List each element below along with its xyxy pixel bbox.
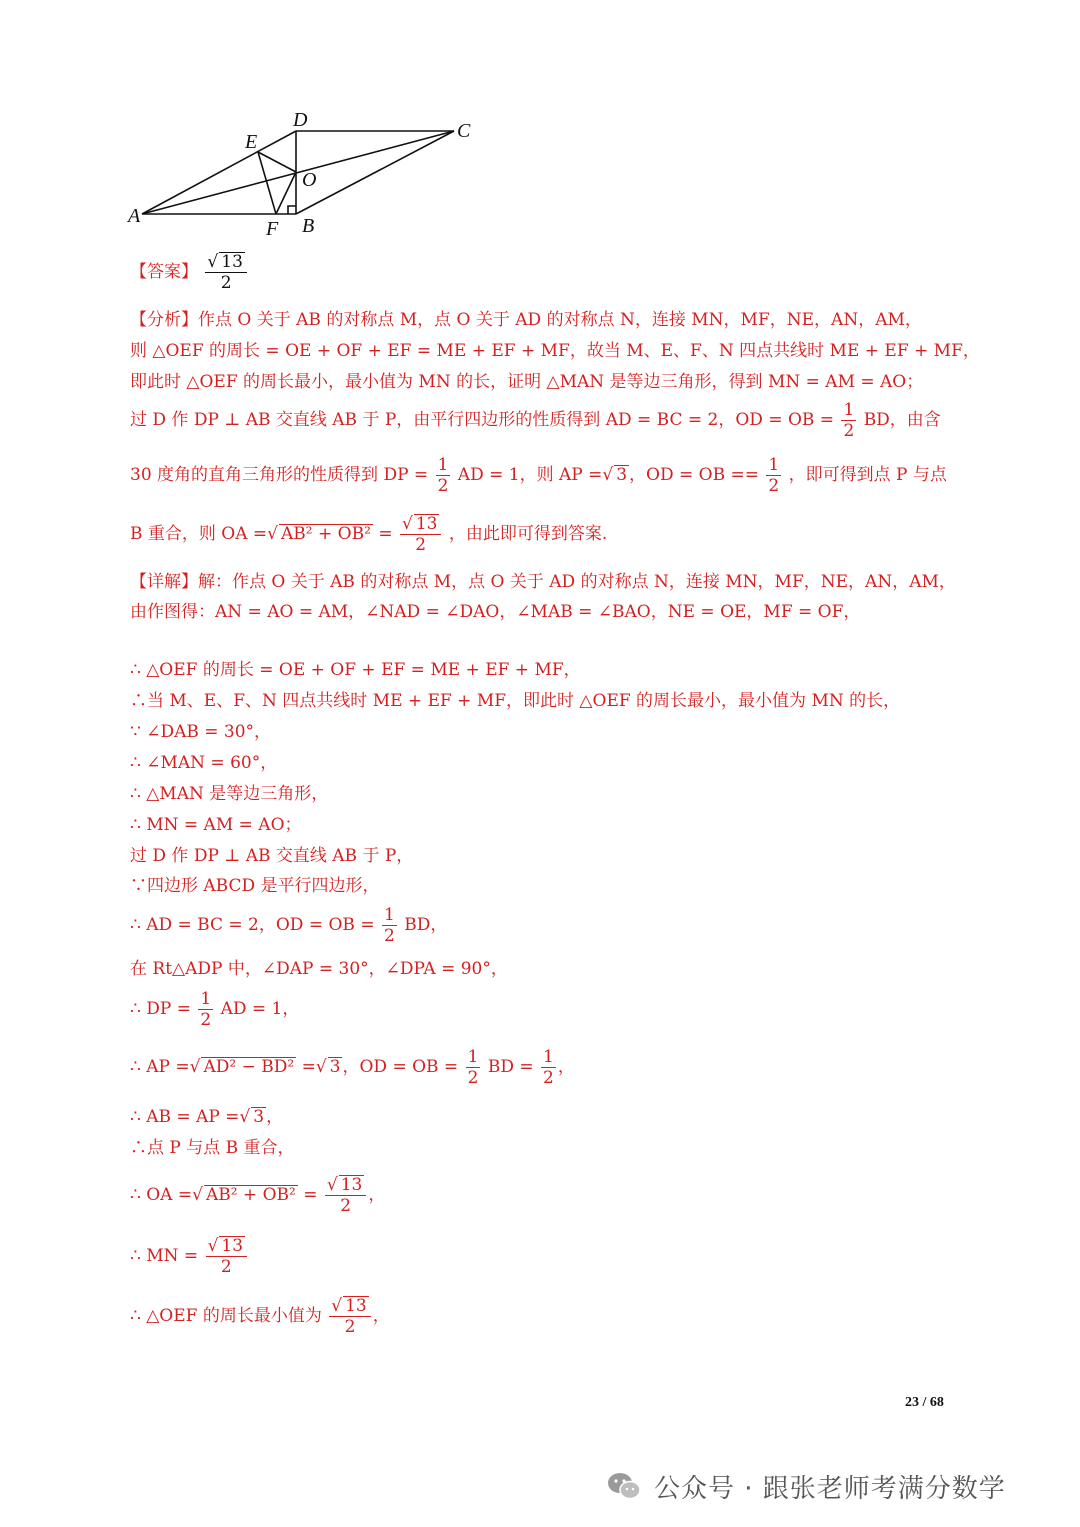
solution-line-19 <box>130 1296 390 1337</box>
solution-line-4: ∴当 M、E、F、N 四点共线时 ME + EF + MF，即此时 △OEF 的周长最小，最小值为 MN 的长， <box>130 691 901 711</box>
segment-ac <box>142 131 454 214</box>
solution-oa-fraction: $\frac{√ 13}{2}$ <box>325 1175 366 1216</box>
answer-line <box>130 252 249 293</box>
solution-text-14a: ∴ AP = <box>130 1057 190 1077</box>
solution-line-5: ∵ ∠DAB = 30°， <box>130 722 272 742</box>
solution-line-3: ∴ △OEF 的周长 = OE + OF + EF = ME + EF + MF， <box>130 660 581 680</box>
solution-mn-fraction: $\frac{√ 13}{2}$ <box>206 1236 247 1277</box>
solution-comma-15: ， <box>266 1107 284 1127</box>
solution-line-2: 由作图得：AN = AO = AM，∠NAD = ∠DAO，∠MAB = ∠BAO，NE = OE，MF = OF， <box>130 602 861 622</box>
solution-text-18a: ∴ MN = <box>130 1246 199 1266</box>
segment-bc <box>296 131 454 214</box>
analysis-line-4 <box>130 400 941 441</box>
analysis-text-1: 作点 O 关于 AB 的对称点 M，点 O 关于 AD 的对称点 N，连接 MN，MF，NE，AN，AM， <box>198 310 922 330</box>
solution-line-10: ∵四边形 ABCD 是平行四边形， <box>130 876 380 896</box>
analysis-text-5d: ，OD = OB == <box>629 465 759 485</box>
analysis-half-1: $\frac{1}{2}$ <box>843 400 855 441</box>
analysis-eq: = <box>378 524 393 544</box>
watermark-text: 公众号 · 跟张老师考满分数学 <box>654 1473 1006 1504</box>
solution-sqrt-ab-ob: AB² + OB² <box>205 1185 296 1205</box>
solution-text-13a: ∴ DP = <box>130 999 191 1019</box>
page-number: 23 / 68 <box>905 1395 944 1410</box>
solution-text-19a: ∴ △OEF 的周长最小值为 <box>130 1306 322 1326</box>
label-b: B <box>302 215 315 237</box>
analysis-text-6a: B 重合，则 OA = <box>130 524 268 544</box>
solution-eq-14: = <box>301 1057 316 1077</box>
analysis-line-1 <box>130 308 922 332</box>
solution-line-8: ∴ MN = AM = AO； <box>130 815 302 835</box>
analysis-line-3: 即此时 △OEF 的周长最小，最小值为 MN 的长，证明 △MAN 是等边三角形，得到 MN = AM = AO； <box>130 372 924 392</box>
solution-text-11a: ∴ AD = BC = 2，OD = OB = <box>130 915 375 935</box>
analysis-sqrt-ab-ob: AB² + OB² <box>281 524 371 544</box>
answer-tag: 【答案】 <box>130 262 198 282</box>
solution-half-3: $\frac{1}{2}$ <box>467 1047 479 1088</box>
analysis-line-2: 则 △OEF 的周长 = OE + OF + EF = ME + EF + MF，故当 M、E、F、N 四点共线时 ME + EF + MF， <box>130 341 980 361</box>
analysis-text-4b: BD，由含 <box>863 410 941 430</box>
solution-text-17a: ∴ OA = <box>130 1185 193 1205</box>
analysis-tag: 【分析】 <box>130 310 198 330</box>
solution-perimeter-fraction: $\frac{√ 13}{2}$ <box>329 1296 370 1337</box>
solution-line-9: 过 D 作 DP ⊥ AB 交直线 AB 于 P， <box>130 846 414 866</box>
solution-eq-17: = <box>303 1185 318 1205</box>
answer-denominator: 2 <box>220 273 232 293</box>
analysis-line-6: B 重合，则 OA =√ AB² + OB² = $\frac{√ 13}{2}$ ，由此即可得到答案. <box>130 514 608 555</box>
solution-half-2: $\frac{1}{2}$ <box>200 989 212 1030</box>
label-c: C <box>457 120 471 142</box>
solution-sqrt3-a: 3 <box>329 1057 341 1077</box>
solution-half-4: $\frac{1}{2}$ <box>543 1047 554 1088</box>
solution-line-1 <box>130 570 956 594</box>
label-o: O <box>302 169 317 191</box>
solution-line-17: ∴ OA =√ AB² + OB² = $\frac{√ 13}{2}$ ， <box>130 1175 386 1216</box>
analysis-text-4a: 过 D 作 DP ⊥ AB 交直线 AB 于 P，由平行四边形的性质得到 AD = BC = 2，OD = OB = <box>130 410 835 430</box>
analysis-half-2: $\frac{1}{2}$ <box>437 455 449 496</box>
solution-half-1: $\frac{1}{2}$ <box>383 905 395 946</box>
analysis-line-5: 30 度角的直角三角形的性质得到 DP = $\frac{1}{2}$ AD = 1，则 AP =√ 3 ，OD = OB == $\frac{1}{2}$ ，即可得到点 P 与点 <box>130 455 947 496</box>
answer-fraction: $\frac{√ 13}{2}$ <box>205 252 246 293</box>
solution-text-13b: AD = 1， <box>220 999 300 1019</box>
solution-sqrt3-b: 3 <box>253 1107 265 1127</box>
analysis-text-5a: 30 度角的直角三角形的性质得到 DP = <box>130 465 429 485</box>
label-a: A <box>128 205 141 227</box>
analysis-sqrt3: 3 <box>616 465 628 485</box>
wechat-icon <box>606 1471 642 1501</box>
solution-line-16: ∴点 P 与点 B 重合， <box>130 1138 295 1158</box>
solution-line-18 <box>130 1236 249 1277</box>
parallelogram-figure <box>126 104 486 239</box>
analysis-result-fraction: $\frac{√ 13}{2}$ <box>400 514 441 555</box>
solution-text-1: 解：作点 O 关于 AB 的对称点 M，点 O 关于 AD 的对称点 N，连接 MN，MF，NE，AN，AM， <box>198 572 956 592</box>
solution-comma-17: ， <box>368 1185 386 1205</box>
right-angle-mark <box>288 206 296 214</box>
analysis-text-5b: AD = 1，则 AP = <box>457 465 603 485</box>
solution-text-15a: ∴ AB = AP = <box>130 1107 240 1127</box>
solution-sqrt-ad-bd: AD² − BD² <box>203 1057 295 1077</box>
solution-line-7: ∴ △MAN 是等边三角形， <box>130 784 329 804</box>
analysis-text-5e: ，即可得到点 P 与点 <box>788 465 947 485</box>
solution-line-14: ∴ AP =√ AD² − BD² =√ 3 ，OD = OB = $\frac{1}{2}$ BD = $\frac{1}{2}$ ， <box>130 1047 575 1088</box>
label-d: D <box>293 109 308 131</box>
solution-line-11 <box>130 905 447 946</box>
answer-radicand: 13 <box>221 252 243 272</box>
solution-line-12: 在 Rt△ADP 中，∠DAP = 30°，∠DPA = 90°， <box>130 959 508 979</box>
solution-text-14f: BD = <box>487 1057 534 1077</box>
solution-line-6: ∴ ∠MAN = 60°， <box>130 753 278 773</box>
solution-tag: 【详解】 <box>130 572 198 592</box>
solution-text-14e: ，OD = OB = <box>342 1057 459 1077</box>
watermark <box>606 1466 1006 1506</box>
solution-comma-14: ， <box>557 1057 575 1077</box>
analysis-half-3: $\frac{1}{2}$ <box>768 455 780 496</box>
solution-line-15: ∴ AB = AP =√ 3 ， <box>130 1107 284 1127</box>
label-f: F <box>266 218 279 239</box>
analysis-text-6d: ，由此即可得到答案. <box>448 524 608 544</box>
solution-text-11b: BD， <box>404 915 448 935</box>
label-e: E <box>245 131 258 153</box>
solution-comma-19: ， <box>372 1306 390 1326</box>
solution-line-13 <box>130 989 299 1030</box>
